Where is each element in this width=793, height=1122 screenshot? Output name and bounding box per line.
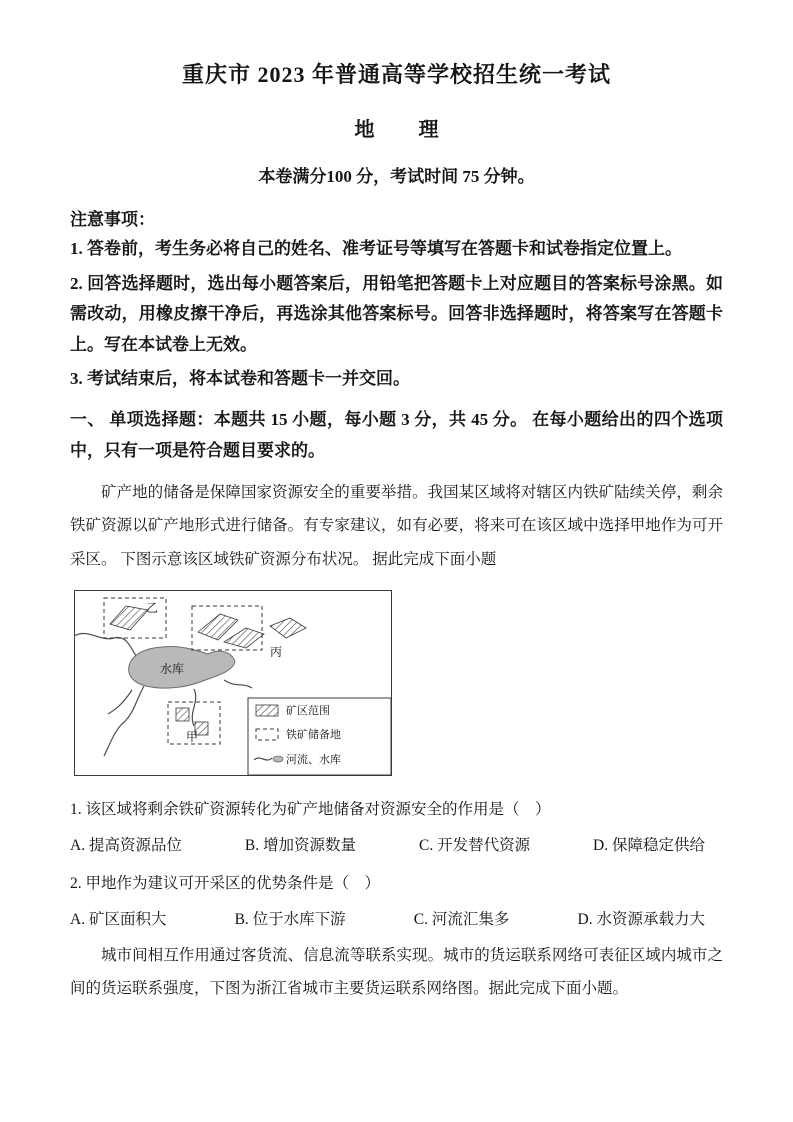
question-2-option-a: A. 矿区面积大 — [70, 911, 167, 929]
label-yi: 乙 — [146, 601, 159, 616]
question-2-option-c: C. 河流汇集多 — [413, 911, 510, 929]
river-line — [108, 690, 132, 714]
legend-item-mine-area: 矿区范围 — [286, 705, 330, 718]
mine-area-shape — [270, 618, 306, 638]
question-2-option-d: D. 水资源承载力大 — [577, 911, 705, 929]
question-1-stem: 1. 该区域将剩余铁矿资源转化为矿产地储备对资源安全的作用是（ ） — [70, 801, 551, 819]
question-2-option-b: B. 位于水库下游 — [234, 911, 346, 929]
legend-reservoir-swatch — [273, 756, 283, 762]
notice-item: 3. 考试结束后，将本试卷和答题卡一并交回。 — [70, 369, 410, 389]
question-2-stem: 2. 甲地作为建议可开采区的优势条件是（ ） — [70, 875, 381, 893]
notice-item: 1. 答卷前，考生务必将自己的姓名、准考证号等填写在答题卡和试卷指定位置上。 — [70, 239, 682, 258]
mine-area-shape — [198, 614, 238, 640]
question-2-options — [70, 907, 723, 929]
question-1-option-d: D. 保障稳定供给 — [593, 837, 705, 855]
legend-mine-swatch — [256, 705, 278, 716]
river-line — [74, 634, 136, 657]
river-line — [104, 686, 144, 756]
river-line — [192, 689, 195, 726]
notice-heading: 注意事项： — [70, 210, 155, 229]
figure-iron-ore-map — [74, 590, 723, 781]
legend-item-river: 河流、水库 — [286, 754, 341, 767]
reservoir-label: 水库 — [160, 662, 185, 677]
question-1-option-b: B. 增加资源数量 — [244, 837, 357, 855]
legend-reserve-swatch — [256, 729, 278, 740]
question-1-options — [70, 833, 723, 855]
mine-area-shape — [224, 628, 264, 648]
exam-title: 重庆市 2023 年普通高等学校招生统一考试 — [181, 62, 611, 87]
question-1-option-a: A. 提高资源品位 — [70, 837, 182, 855]
label-jia: 甲 — [186, 730, 199, 745]
question-1-option-c: C. 开发替代资源 — [418, 837, 531, 855]
mine-area-shape — [176, 708, 189, 721]
legend-item-reserve: 铁矿储备地 — [286, 729, 341, 742]
exam-info: 本卷满分100 分，考试时间 75 分钟。 — [258, 167, 535, 186]
label-bing: 丙 — [270, 645, 283, 660]
section-heading: 一、 单项选择题：本题共 15 小题，每小题 3 分，共 45 分。 在每小题给出的四个选项中，只有一项是符合题目要求的。 — [70, 409, 723, 460]
map-svg — [74, 590, 392, 776]
passage-city-freight: 城市间相互作用通过客货流、信息流等联系实现。城市的货运联系网络可表征区域内城市之间的货运联系强度，下图为浙江省城市主要货运联系网络图。据此完成下面小题。 — [70, 947, 723, 998]
exam-subject: 地 理 — [354, 119, 451, 141]
passage-mineral-reserve: 矿产地的储备是保障国家资源安全的重要举措。我国某区域将对辖区内铁矿陆续关停，剩余铁矿资源以矿产地形式进行储备。有专家建议，如有必要，将来可在该区域中选择甲地作为可开采区。 下图示意该区域铁矿资源分布状况。 据此完成下面小题 — [70, 484, 723, 568]
river-line — [224, 680, 252, 688]
notice-item: 2. 回答选择题时，选出每小题答案后，用铅笔把答题卡上对应题目的答案标号涂黑。如需改动，用橡皮擦干净后，再选涂其他答案标号。回答非选择题时，将答案写在答题卡上。写在本试卷上无效。 — [70, 273, 723, 354]
legend-river-swatch — [254, 758, 272, 760]
mine-area-shape — [110, 606, 148, 630]
